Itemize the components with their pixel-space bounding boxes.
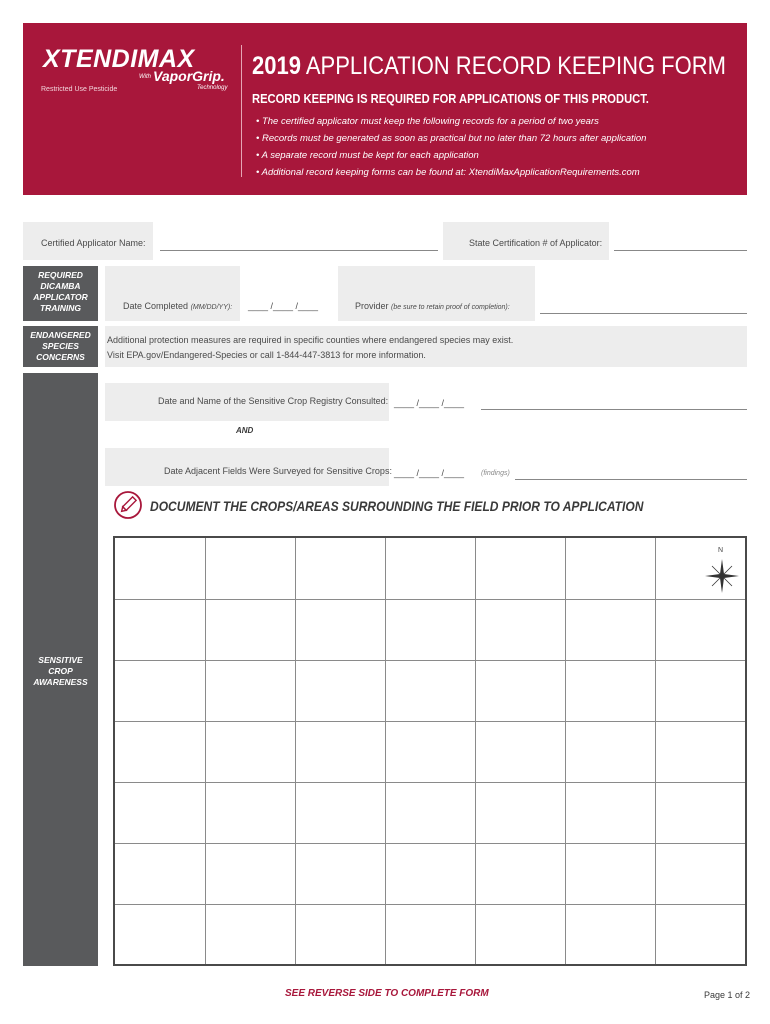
grid-line <box>475 538 476 964</box>
training-date-label-box <box>105 266 240 321</box>
endangered-info-line2: Visit EPA.gov/Endangered-Species or call 1-844-447-3813 for more information. <box>107 350 426 360</box>
page-number: Page 1 of 2 <box>704 990 751 1000</box>
field-sketch-grid[interactable] <box>113 536 747 966</box>
grid-line <box>115 599 745 600</box>
requirement-item: • Records must be generated as soon as practical but no later than 72 hours after application <box>256 133 647 144</box>
applicator-name-field[interactable] <box>160 250 438 251</box>
header-divider <box>241 45 242 177</box>
requirement-item: • The certified applicator must keep the following records for a period of two years <box>256 116 599 127</box>
grid-line <box>295 538 296 964</box>
findings-field[interactable] <box>515 479 747 480</box>
grid-line <box>115 721 745 722</box>
logo-technology: Technology <box>197 85 228 91</box>
date-completed-label: Date Completed <box>123 301 189 311</box>
requirements-list <box>256 113 646 181</box>
and-label: AND <box>236 426 254 435</box>
survey-label: Date Adjacent Fields Were Surveyed for Sensitive Crops: <box>164 466 392 476</box>
record-keeping-required: RECORD KEEPING IS REQUIRED FOR APPLICATIONS OF THIS PRODUCT. <box>252 91 649 106</box>
compass-north-label: N <box>718 547 724 554</box>
registry-name-field[interactable] <box>481 409 747 410</box>
findings-hint: (findings) <box>481 470 510 477</box>
sensitive-side-label: SENSITIVE CROP AWARENESS <box>33 655 88 687</box>
form-title <box>252 52 726 81</box>
provider-text: Provider <box>355 301 389 311</box>
requirement-item: • Additional record keeping forms can be found at: XtendiMaxApplicationRequirements.com <box>256 167 640 178</box>
grid-line <box>655 538 656 964</box>
grid-line <box>115 843 745 844</box>
grid-line <box>115 904 745 905</box>
provider-label-box <box>338 266 535 321</box>
grid-line <box>205 538 206 964</box>
training-side-label: REQUIRED DICAMBA APPLICATOR TRAINING <box>33 270 88 313</box>
document-heading: DOCUMENT THE CROPS/AREAS SURROUNDING THE FIELD PRIOR TO APPLICATION <box>150 498 644 514</box>
header-banner <box>23 23 747 195</box>
registry-label: Date and Name of the Sensitive Crop Registry Consulted: <box>158 396 389 406</box>
grid-line <box>385 538 386 964</box>
endangered-side-label: ENDANGERED SPECIES CONCERNS <box>30 330 91 362</box>
registry-date-field[interactable]: ____ /____ /____ <box>394 398 465 408</box>
grid-line <box>565 538 566 964</box>
compass-rose-icon <box>703 557 741 595</box>
survey-date-field[interactable]: ____ /____ /____ <box>394 468 465 478</box>
see-reverse-note: SEE REVERSE SIDE TO COMPLETE FORM <box>285 988 489 999</box>
training-date-label <box>123 301 232 311</box>
provider-note: (be sure to retain proof of completion): <box>391 304 510 311</box>
grid-line <box>115 782 745 783</box>
title-text: APPLICATION RECORD KEEPING FORM <box>300 52 726 80</box>
grid-line <box>115 660 745 661</box>
date-format-hint: (MM/DD/YY): <box>190 304 233 311</box>
certification-label: State Certification # of Applicator: <box>469 238 603 248</box>
provider-label <box>355 301 510 311</box>
restricted-use-label: Restricted Use Pesticide <box>41 86 118 93</box>
logo-wordmark: XTENDIMAX <box>43 45 195 73</box>
certification-field[interactable] <box>614 250 747 251</box>
pencil-icon <box>113 490 143 520</box>
endangered-info-line1: Additional protection measures are required in specific counties where endangered species may exist. <box>107 335 514 345</box>
provider-field[interactable] <box>540 313 747 314</box>
logo-vaporgrip: VaporGrip. <box>153 68 225 84</box>
endangered-info-box <box>105 326 747 367</box>
applicator-name-label: Certified Applicator Name: <box>41 238 146 248</box>
logo-with: With <box>139 74 151 80</box>
title-year: 2019 <box>252 52 301 80</box>
training-date-field[interactable]: ____ /____ /____ <box>248 301 319 311</box>
requirement-item: • A separate record must be kept for each application <box>256 150 479 161</box>
